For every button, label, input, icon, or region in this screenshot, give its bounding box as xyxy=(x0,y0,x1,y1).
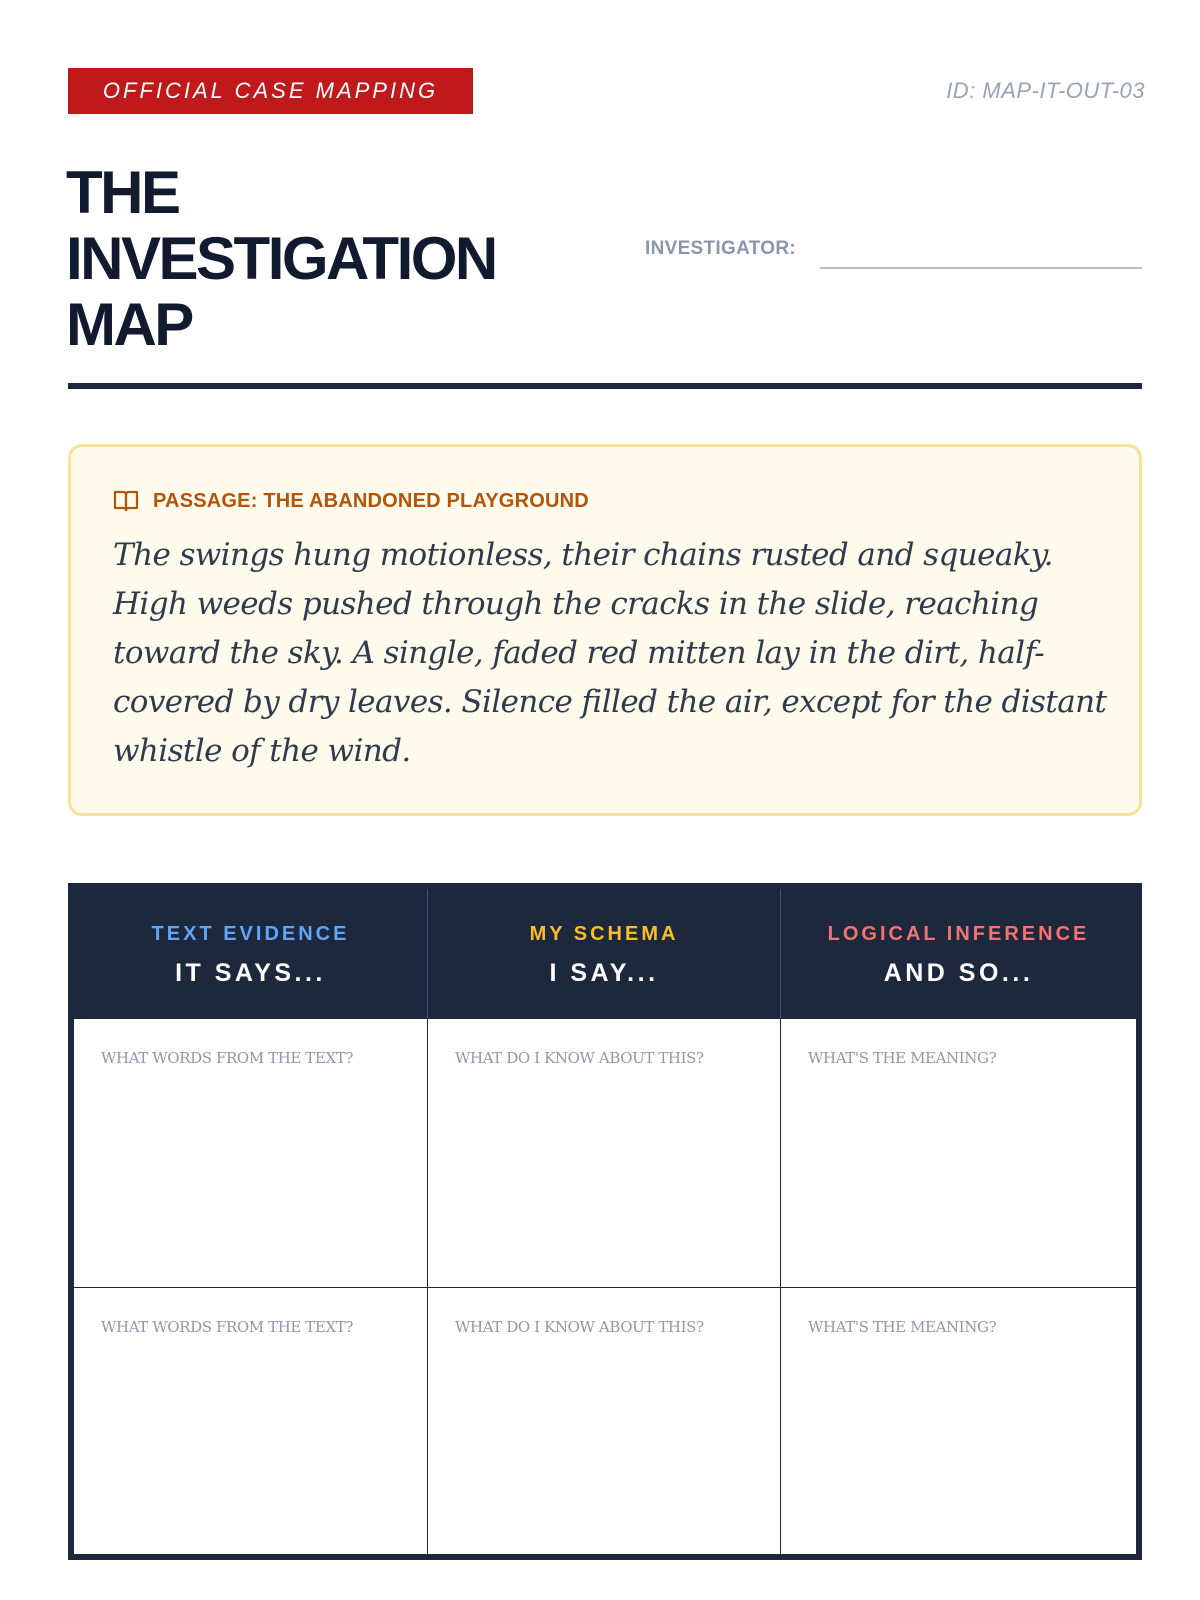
column-category: MY SCHEMA xyxy=(529,923,679,945)
header-divider xyxy=(68,383,1142,389)
case-badge: OFFICIAL CASE MAPPING xyxy=(68,68,473,114)
title-line-3: MAP xyxy=(66,291,192,358)
column-category: TEXT EVIDENCE xyxy=(151,923,350,945)
passage-heading: PASSAGE: THE ABANDONED PLAYGROUND xyxy=(153,489,589,512)
passage-text: The swings hung motionless, their chains rusted and squeaky. High weeds pushed through the cracks in the slide, reaching toward the sky. A single, faded red mitten lay in the dirt, half-covered by dry leaves. Silence filled the air, except for the distant whistle of the wind. xyxy=(113,537,1107,769)
column-category: LOGICAL INFERENCE xyxy=(827,923,1090,945)
cell-prompt: WHAT DO I KNOW ABOUT THIS? xyxy=(455,1049,704,1067)
answer-cell-evidence-2[interactable] xyxy=(74,1287,427,1554)
cell-prompt: WHAT DO I KNOW ABOUT THIS? xyxy=(455,1318,704,1336)
cell-prompt: WHAT'S THE MEANING? xyxy=(808,1318,997,1336)
investigator-field xyxy=(645,238,796,260)
column-heading: IT SAYS... xyxy=(175,959,326,987)
column-heading: AND SO... xyxy=(883,959,1034,987)
answer-cell-inference-2[interactable] xyxy=(780,1287,1136,1554)
inference-table xyxy=(68,883,1142,1560)
investigator-label: INVESTIGATOR: xyxy=(645,238,796,259)
answer-cell-inference-1[interactable] xyxy=(780,1019,1136,1287)
column-header-my-schema xyxy=(427,889,780,1019)
book-open-icon xyxy=(113,489,139,513)
answer-cell-schema-1[interactable] xyxy=(427,1019,780,1287)
column-heading: I SAY... xyxy=(549,959,659,987)
column-header-text-evidence xyxy=(74,889,427,1019)
column-header-logical-inference xyxy=(780,889,1136,1019)
title-line-2: INVESTIGATION xyxy=(66,225,496,292)
cell-prompt: WHAT WORDS FROM THE TEXT? xyxy=(101,1318,353,1336)
passage-header xyxy=(113,489,589,513)
passage-box xyxy=(68,444,1142,816)
cell-prompt: WHAT WORDS FROM THE TEXT? xyxy=(101,1049,353,1067)
cell-prompt: WHAT'S THE MEANING? xyxy=(808,1049,997,1067)
document-id: ID: MAP-IT-OUT-03 xyxy=(946,78,1145,103)
answer-cell-evidence-1[interactable] xyxy=(74,1019,427,1287)
answer-cell-schema-2[interactable] xyxy=(427,1287,780,1554)
investigator-name-line[interactable] xyxy=(820,267,1142,269)
page-title xyxy=(66,160,586,358)
title-line-1: THE xyxy=(66,159,179,226)
